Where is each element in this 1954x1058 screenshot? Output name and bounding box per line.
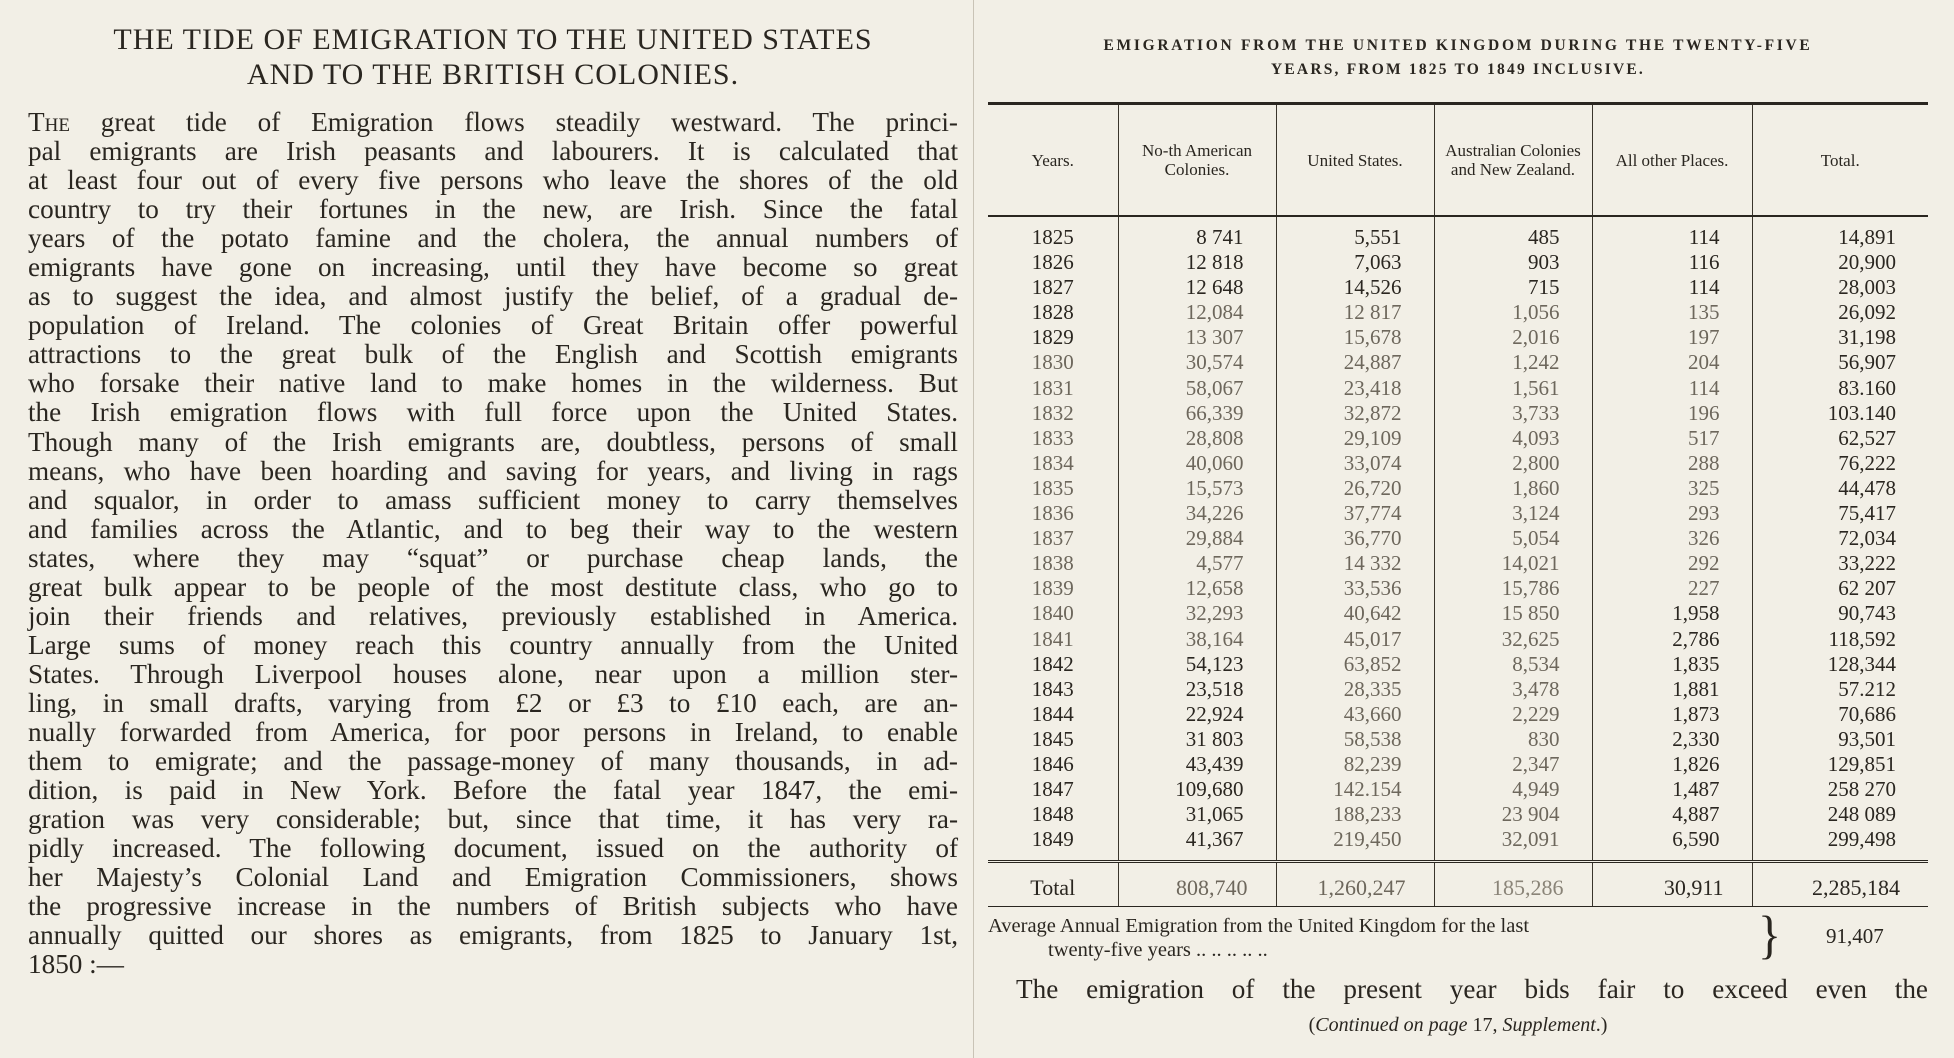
cell-australian: 3,733 xyxy=(1434,401,1592,426)
cell-north-american: 41,367 xyxy=(1118,827,1276,862)
table-row xyxy=(988,627,1928,652)
body-line: and squalor, in order to amass sufficient money to carry themselves xyxy=(28,484,958,515)
cell-australian: 1,056 xyxy=(1434,300,1592,325)
table-header-row xyxy=(988,104,1928,217)
cell-australian: 903 xyxy=(1434,250,1592,275)
cell-other-places: 204 xyxy=(1592,350,1752,375)
note-open: ( xyxy=(1308,1014,1316,1036)
note-supplement: Supplement xyxy=(1502,1014,1596,1036)
headline-line-1: THE TIDE OF EMIGRATION TO THE UNITED STATES xyxy=(113,23,873,56)
body-line: Large sums of money reach this country annually from the United xyxy=(28,629,958,660)
cell-year: 1842 xyxy=(1031,651,1074,676)
body-line: ling, in small drafts, varying from £2 or £3 to £10 each, are an- xyxy=(28,687,958,718)
table-row xyxy=(988,476,1928,501)
table-row xyxy=(988,551,1928,576)
table-row xyxy=(988,216,1928,250)
table-title-line-1: EMIGRATION FROM THE UNITED KINGDOM DURING THE TWENTY-FIVE xyxy=(1103,37,1813,54)
cell-total: 129,851 xyxy=(1752,752,1928,777)
header-north-american: No-th American Colonies. xyxy=(1118,104,1276,217)
cell-united-states: 15,678 xyxy=(1276,325,1434,350)
table-row xyxy=(988,300,1928,325)
continuation-line: The emigration of the present year bids fair to exceed even the xyxy=(1016,974,1928,1004)
cell-other-places: 2,786 xyxy=(1592,627,1752,652)
cell-australian: 715 xyxy=(1434,275,1592,300)
table-row xyxy=(988,702,1928,727)
cell-north-american: 32,293 xyxy=(1118,601,1276,626)
body-line: States. Through Liverpool houses alone, near upon a million ster- xyxy=(28,658,958,689)
body-line xyxy=(28,108,958,137)
cell-north-american: 109,680 xyxy=(1118,777,1276,802)
header-united-states: United States. xyxy=(1276,104,1434,217)
cell-year: 1846 xyxy=(1031,751,1074,776)
cell-other-places: 1,835 xyxy=(1592,652,1752,677)
cell-year: 1832 xyxy=(1031,400,1074,425)
cell-australian: 1,561 xyxy=(1434,376,1592,401)
table-row xyxy=(988,752,1928,777)
cell-north-american: 12,084 xyxy=(1118,300,1276,325)
cell-united-states: 219,450 xyxy=(1276,827,1434,862)
body-line: attractions to the great bulk of the English and Scottish emigrants xyxy=(28,339,958,370)
cell-other-places: 1,826 xyxy=(1592,752,1752,777)
cell-other-places: 292 xyxy=(1592,551,1752,576)
cell-united-states: 188,233 xyxy=(1276,802,1434,827)
cell-year: 1847 xyxy=(1031,777,1074,802)
cell-total: 28,003 xyxy=(1752,275,1928,300)
article-headline xyxy=(28,22,958,92)
cell-north-american: 54,123 xyxy=(1118,652,1276,677)
cell-other-places: 288 xyxy=(1592,451,1752,476)
cell-australian: 23 904 xyxy=(1434,802,1592,827)
table-row xyxy=(988,376,1928,401)
table-body xyxy=(988,216,1928,862)
cell-year: 1848 xyxy=(1031,802,1074,827)
cell-north-american: 31 803 xyxy=(1118,727,1276,752)
body-line: great bulk appear to be people of the most destitute class, who go to xyxy=(28,571,958,602)
cell-united-states: 28,335 xyxy=(1276,677,1434,702)
cell-year: 1845 xyxy=(1031,726,1074,751)
cell-australian: 2,016 xyxy=(1434,325,1592,350)
cell-australian: 1,860 xyxy=(1434,476,1592,501)
cell-year: 1829 xyxy=(1031,325,1074,350)
cell-united-states: 58,538 xyxy=(1276,727,1434,752)
cell-united-states: 37,774 xyxy=(1276,501,1434,526)
cell-north-american: 4,577 xyxy=(1118,551,1276,576)
table-row xyxy=(988,401,1928,426)
table-row xyxy=(988,827,1928,862)
cell-north-american: 13 307 xyxy=(1118,325,1276,350)
table-row xyxy=(988,677,1928,702)
body-line: annually quitted our shores as emigrants, from 1825 to January 1st, xyxy=(28,920,958,951)
table-row xyxy=(988,576,1928,601)
cell-australian: 5,054 xyxy=(1434,526,1592,551)
article-body xyxy=(28,108,958,979)
cell-total: 103.140 xyxy=(1752,401,1928,426)
cell-north-american: 34,226 xyxy=(1118,501,1276,526)
cell-north-american: 12,658 xyxy=(1118,576,1276,601)
cell-other-places: 4,887 xyxy=(1592,802,1752,827)
cell-total: 90,743 xyxy=(1752,601,1928,626)
cell-united-states: 45,017 xyxy=(1276,627,1434,652)
body-line: states, where they may “squat” or purchase cheap lands, the xyxy=(28,542,958,573)
note-page: 17, xyxy=(1467,1014,1503,1036)
table-column xyxy=(988,34,1928,1036)
cell-united-states: 29,109 xyxy=(1276,426,1434,451)
table-row xyxy=(988,601,1928,626)
table-row xyxy=(988,275,1928,300)
cell-north-american: 38,164 xyxy=(1118,627,1276,652)
body-line: gration was very considerable; but, since that time, it has very ra- xyxy=(28,804,958,835)
cell-total: 33,222 xyxy=(1752,551,1928,576)
cell-north-american: 40,060 xyxy=(1118,451,1276,476)
cell-north-american: 12 648 xyxy=(1118,275,1276,300)
cell-australian: 3,124 xyxy=(1434,501,1592,526)
body-line: population of Ireland. The colonies of Great Britain offer powerful xyxy=(28,310,958,341)
table-row xyxy=(988,426,1928,451)
cell-north-american: 29,884 xyxy=(1118,526,1276,551)
cell-australian: 485 xyxy=(1434,216,1592,250)
cell-united-states: 40,642 xyxy=(1276,601,1434,626)
cell-australian: 14,021 xyxy=(1434,551,1592,576)
cell-australian: 4,093 xyxy=(1434,426,1592,451)
cell-year: 1833 xyxy=(1031,425,1074,450)
cell-australian: 1,242 xyxy=(1434,350,1592,375)
cell-total: 75,417 xyxy=(1752,501,1928,526)
table-title-line-2: YEARS, FROM 1825 TO 1849 INCLUSIVE. xyxy=(1271,61,1645,78)
average-line-1: Average Annual Emigration from the United Kingdom for the last xyxy=(988,915,1530,937)
cell-year: 1840 xyxy=(1031,601,1074,626)
cell-other-places: 116 xyxy=(1592,250,1752,275)
cell-total: 14,891 xyxy=(1752,216,1928,250)
table-row xyxy=(988,451,1928,476)
table-row xyxy=(988,802,1928,827)
cell-united-states: 36,770 xyxy=(1276,526,1434,551)
cell-australian: 2,229 xyxy=(1434,702,1592,727)
header-years: Years. xyxy=(988,104,1118,217)
cell-total: 258 270 xyxy=(1752,777,1928,802)
body-line: dition, is paid in New York. Before the fatal year 1847, the emi- xyxy=(28,775,958,806)
cell-australian: 15 850 xyxy=(1434,601,1592,626)
cell-other-places: 2,330 xyxy=(1592,727,1752,752)
cell-year: 1825 xyxy=(1031,225,1074,249)
body-line: them to emigrate; and the passage-money of many thousands, in ad- xyxy=(28,746,958,777)
body-line: 1850 :— xyxy=(28,949,124,980)
cell-united-states: 24,887 xyxy=(1276,350,1434,375)
cell-north-american: 58,067 xyxy=(1118,376,1276,401)
cell-year: 1828 xyxy=(1031,300,1074,325)
cell-north-american: 15,573 xyxy=(1118,476,1276,501)
cell-north-american: 66,339 xyxy=(1118,401,1276,426)
table-title xyxy=(988,34,1928,82)
cell-north-american: 31,065 xyxy=(1118,802,1276,827)
cell-total: 31,198 xyxy=(1752,325,1928,350)
emigration-table xyxy=(988,102,1928,907)
table-row xyxy=(988,652,1928,677)
table-row xyxy=(988,526,1928,551)
cell-united-states: 43,660 xyxy=(1276,702,1434,727)
cell-australian: 830 xyxy=(1434,727,1592,752)
header-total: Total. xyxy=(1752,104,1928,217)
cell-united-states: 82,239 xyxy=(1276,752,1434,777)
cell-total: 76,222 xyxy=(1752,451,1928,476)
total-other-places: 30,911 xyxy=(1592,862,1752,908)
cell-year: 1841 xyxy=(1031,626,1074,651)
cell-united-states: 32,872 xyxy=(1276,401,1434,426)
average-value: 91,407 xyxy=(1826,924,1884,948)
cell-other-places: 135 xyxy=(1592,300,1752,325)
cell-north-american: 23,518 xyxy=(1118,677,1276,702)
cell-total: 57.212 xyxy=(1752,677,1928,702)
headline-line-2: AND TO THE BRITISH COLONIES. xyxy=(246,58,740,91)
table-row xyxy=(988,777,1928,802)
cell-other-places: 114 xyxy=(1592,376,1752,401)
cell-other-places: 325 xyxy=(1592,476,1752,501)
cell-year: 1834 xyxy=(1031,450,1074,475)
average-rule xyxy=(988,906,1928,907)
body-line: emigrants have gone on increasing, until they have become so great xyxy=(28,252,958,283)
cell-total: 62 207 xyxy=(1752,576,1928,601)
cell-year: 1835 xyxy=(1031,475,1074,500)
cell-year: 1826 xyxy=(1031,250,1074,275)
cell-total: 299,498 xyxy=(1752,827,1928,862)
body-line: Though many of the Irish emigrants are, doubtless, persons of small xyxy=(28,426,958,457)
cell-total: 93,501 xyxy=(1752,727,1928,752)
cell-total: 118,592 xyxy=(1752,627,1928,652)
cell-total: 128,344 xyxy=(1752,652,1928,677)
body-line: her Majesty’s Colonial Land and Emigration Commissioners, shows xyxy=(28,862,958,893)
body-line: nually forwarded from America, for poor persons in Ireland, to enable xyxy=(28,716,958,747)
cell-australian: 15,786 xyxy=(1434,576,1592,601)
cell-united-states: 26,720 xyxy=(1276,476,1434,501)
cell-year: 1843 xyxy=(1031,676,1074,701)
cell-year: 1836 xyxy=(1031,501,1074,526)
cell-united-states: 14 332 xyxy=(1276,551,1434,576)
total-australian: 185,286 xyxy=(1434,862,1592,908)
cell-year: 1838 xyxy=(1031,551,1074,576)
cell-other-places: 114 xyxy=(1592,275,1752,300)
column-divider xyxy=(973,0,974,1058)
cell-total: 62,527 xyxy=(1752,426,1928,451)
table-row xyxy=(988,250,1928,275)
lead-word: The xyxy=(28,107,70,137)
cell-north-american: 12 818 xyxy=(1118,250,1276,275)
body-line: means, who have been hoarding and saving for years, and living in rags xyxy=(28,455,958,486)
body-line: join their friends and relatives, previously established in America. xyxy=(28,600,958,631)
body-line: and families across the Atlantic, and to beg their way to the western xyxy=(28,513,958,544)
body-line: who forsake their native land to make homes in the wilderness. But xyxy=(28,368,958,399)
body-line: the progressive increase in the numbers of British subjects who have xyxy=(28,891,958,922)
cell-total: 70,686 xyxy=(1752,702,1928,727)
total-grand: 2,285,184 xyxy=(1752,862,1928,908)
cell-total: 26,092 xyxy=(1752,300,1928,325)
cell-other-places: 227 xyxy=(1592,576,1752,601)
cell-other-places: 326 xyxy=(1592,526,1752,551)
cell-united-states: 142.154 xyxy=(1276,777,1434,802)
cell-total: 83.160 xyxy=(1752,376,1928,401)
cell-united-states: 23,418 xyxy=(1276,376,1434,401)
cell-north-american: 8 741 xyxy=(1118,216,1276,250)
cell-total: 44,478 xyxy=(1752,476,1928,501)
note-continued: Continued on page xyxy=(1315,1014,1468,1036)
cell-north-american: 43,439 xyxy=(1118,752,1276,777)
cell-australian: 4,949 xyxy=(1434,777,1592,802)
body-line-text: great tide of Emigration flows steadily westward. The princi- xyxy=(69,107,958,137)
total-united-states: 1,260,247 xyxy=(1276,862,1434,908)
cell-total: 56,907 xyxy=(1752,350,1928,375)
average-brace: } xyxy=(1758,906,1782,965)
cell-other-places: 1,873 xyxy=(1592,702,1752,727)
cell-other-places: 196 xyxy=(1592,401,1752,426)
cell-united-states: 14,526 xyxy=(1276,275,1434,300)
cell-united-states: 33,536 xyxy=(1276,576,1434,601)
cell-australian: 32,625 xyxy=(1434,627,1592,652)
table-row xyxy=(988,325,1928,350)
total-label: Total xyxy=(988,862,1118,908)
cell-year: 1839 xyxy=(1031,576,1074,601)
cell-united-states: 5,551 xyxy=(1276,216,1434,250)
body-line: pidly increased. The following document, issued on the authority of xyxy=(28,833,958,864)
cell-year: 1849 xyxy=(1031,827,1074,852)
cell-united-states: 12 817 xyxy=(1276,300,1434,325)
cell-australian: 32,091 xyxy=(1434,827,1592,862)
continuation-note xyxy=(988,1014,1928,1037)
cell-australian: 2,347 xyxy=(1434,752,1592,777)
body-line: country to try their fortunes in the new, are Irish. Since the fatal xyxy=(28,194,958,225)
cell-australian: 2,800 xyxy=(1434,451,1592,476)
cell-north-american: 22,924 xyxy=(1118,702,1276,727)
cell-north-american: 30,574 xyxy=(1118,350,1276,375)
body-line: at least four out of every five persons who leave the shores of the old xyxy=(28,165,958,196)
body-line: pal emigrants are Irish peasants and labourers. It is calculated that xyxy=(28,136,958,167)
cell-other-places: 1,487 xyxy=(1592,777,1752,802)
cell-north-american: 28,808 xyxy=(1118,426,1276,451)
cell-year: 1827 xyxy=(1031,275,1074,300)
body-line: the Irish emigration flows with full force upon the United States. xyxy=(28,397,958,428)
cell-australian: 8,534 xyxy=(1434,652,1592,677)
cell-year: 1830 xyxy=(1031,350,1074,375)
article-column xyxy=(28,22,958,979)
table-row xyxy=(988,501,1928,526)
cell-other-places: 1,958 xyxy=(1592,601,1752,626)
cell-united-states: 7,063 xyxy=(1276,250,1434,275)
cell-total: 72,034 xyxy=(1752,526,1928,551)
note-close: .) xyxy=(1595,1014,1608,1036)
cell-united-states: 33,074 xyxy=(1276,451,1434,476)
cell-year: 1837 xyxy=(1031,526,1074,551)
cell-total: 20,900 xyxy=(1752,250,1928,275)
cell-australian: 3,478 xyxy=(1434,677,1592,702)
cell-other-places: 293 xyxy=(1592,501,1752,526)
cell-other-places: 6,590 xyxy=(1592,827,1752,862)
header-australian: Australian Colonies and New Zealand. xyxy=(1434,104,1592,217)
table-row xyxy=(988,350,1928,375)
cell-year: 1844 xyxy=(1031,701,1074,726)
cell-total: 248 089 xyxy=(1752,802,1928,827)
table-total-row xyxy=(988,862,1928,908)
cell-other-places: 1,881 xyxy=(1592,677,1752,702)
total-north-american: 808,740 xyxy=(1118,862,1276,908)
cell-other-places: 114 xyxy=(1592,216,1752,250)
header-other-places: All other Places. xyxy=(1592,104,1752,217)
cell-year: 1831 xyxy=(1031,375,1074,400)
cell-other-places: 517 xyxy=(1592,426,1752,451)
cell-other-places: 197 xyxy=(1592,325,1752,350)
body-line: as to suggest the idea, and almost justify the belief, of a gradual de- xyxy=(28,281,958,312)
cell-united-states: 63,852 xyxy=(1276,652,1434,677)
average-line-2: twenty-five years .. .. .. .. .. xyxy=(1048,939,1268,961)
table-row xyxy=(988,727,1928,752)
body-line: years of the potato famine and the cholera, the annual numbers of xyxy=(28,223,958,254)
